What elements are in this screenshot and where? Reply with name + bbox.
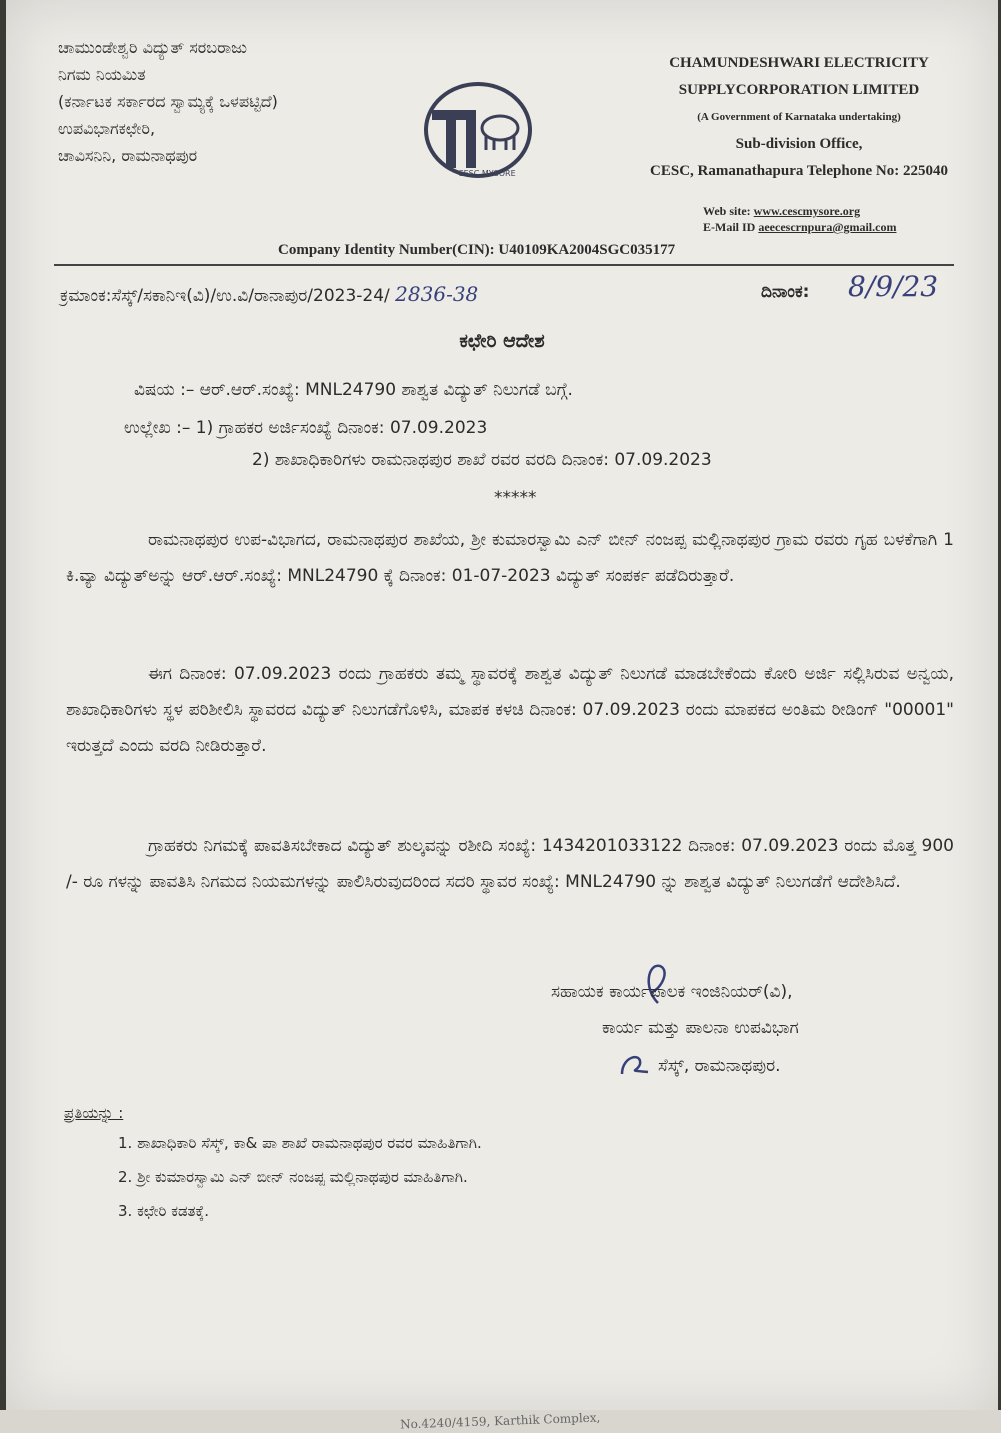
header-left-line: (ಕರ್ನಾಟಕ ಸರ್ಕಾರದ ಸ್ವಾಮ್ಯಕ್ಕೆ ಒಳಪಟ್ಟಿದೆ) [58, 92, 278, 111]
email-link[interactable]: aeecescrnpura@gmail.com [758, 220, 897, 234]
header-divider [54, 264, 954, 266]
email-label: E-Mail ID [703, 220, 759, 234]
copies-item: 1. ಶಾಖಾಧಿಕಾರಿ ಸೆಸ್ಕ್, ಕಾ& ಪಾ ಶಾಖೆ ರಾಮನಾಥಪುರ ರವರ ಮಾಹಿತಿಗಾಗಿ. [118, 1134, 482, 1152]
govt-undertaking: (A Government of Karnataka undertaking) [697, 111, 901, 123]
underlying-page-text: No.4240/4159, Karthik Complex, [399, 1410, 601, 1432]
header-left-line: ಉಪವಿಭಾಗಕಛೇರಿ, [58, 119, 156, 138]
date-label: ದಿನಾಂಕ: [761, 282, 810, 302]
copies-item: 3. ಕಛೇರಿ ಕಡತಕ್ಕೆ. [118, 1202, 210, 1220]
header-right-block [650, 50, 948, 185]
body-paragraph-2: ಈಗ ದಿನಾಂಕ: 07.09.2023 ರಂದು ಗ್ರಾಹಕರು ತಮ್ಮ ಸ್ಥಾವರಕ್ಕೆ ಶಾಶ್ವತ ವಿದ್ಯುತ್ ನಿಲುಗಡೆ ಮಾಡಬೇಕೆಂದು ಕೋರಿ ಅರ್ಜಿ ಸಲ್ಲಿಸಿರುವ ಅನ್ವಯ, ಶಾಖಾಧಿಕಾರಿಗಳು ಸ್ಥಳ ಪರಿಶೀಲಿಸಿ ಸ್ಥಾವರದ ವಿದ್ಯುತ್ ನಿಲುಗಡೆಗೊಳಿಸಿ, ಮಾಪಕ ಕಳಚಿ ದಿನಾಂಕ: 07.09.2023 ರಂದು ಮಾಪಕದ ಅಂತಿಮ ರೀಡಿಂಗ್ "00001" ಇರುತ್ತದೆ ಎಂದು ವರದಿ ನೀಡಿರುತ್ತಾರೆ. [66, 664, 954, 756]
signature-department: ಕಾರ್ಯ ಮತ್ತು ಪಾಲನಾ ಉಪವಿಭಾಗ [602, 1018, 799, 1038]
company-name-line2: SUPPLYCORPORATION LIMITED [678, 82, 920, 98]
cesc-logo [418, 80, 538, 180]
signature-office: ಸೆಸ್ಕ್, ರಾಮನಾಥಪುರ. [658, 1056, 781, 1076]
subject-line: ವಿಷಯ :– ಆರ್.ಆರ್.ಸಂಖ್ಯೆ: MNL24790 ಶಾಶ್ವತ ವಿದ್ಯುತ್ ನಿಲುಗಡೆ ಬಗ್ಗೆ. [134, 380, 573, 400]
office-address-phone: CESC, Ramanathapura Telephone No: 225040 [650, 163, 948, 179]
reference-1: ಉಲ್ಲೇಖ :– 1) ಗ್ರಾಹಕರ ಅರ್ಜಿಸಂಖ್ಯೆ ದಿನಾಂಕ: 07.09.2023 [124, 418, 488, 438]
underlying-page-strip [0, 1410, 1001, 1433]
reference-handwritten: 2836-38 [395, 282, 479, 306]
document-title: ಕಛೇರಿ ಆದೇಶ [459, 330, 545, 352]
header-left-line: ನಿಗಮ ನಿಯಮಿತ [58, 65, 146, 84]
date-handwritten: 8/9/23 [848, 270, 939, 303]
contact-block [703, 203, 896, 235]
body-paragraph-3: ಗ್ರಾಹಕರು ನಿಗಮಕ್ಕೆ ಪಾವತಿಸಬೇಕಾದ ವಿದ್ಯುತ್ ಶುಲ್ಕವನ್ನು ರಶೀದಿ ಸಂಖ್ಯೆ: 1434201033122 ದಿನಾಂಕ: 07.09.2023 ರಂದು ಮೊತ್ತ 900 /- ರೂ ಗಳನ್ನು ಪಾವತಿಸಿ ನಿಗಮದ ನಿಯಮಗಳನ್ನು ಪಾಲಿಸಿರುವುದರಿಂದ ಸದರಿ ಸ್ಥಾವರ ಸಂಖ್ಯೆ: MNL24790 ನ್ನು ಶಾಶ್ವತ ವಿದ್ಯುತ್ ನಿಲುಗಡೆಗೆ ಆದೇಶಿಸಿದೆ. [66, 836, 954, 892]
logo-text: CESC MYSORE [458, 169, 516, 178]
copies-heading: ಪ್ರತಿಯನ್ನು : [64, 1104, 124, 1122]
header-left-line: ಚಾಮುಂಡೇಶ್ವರಿ ವಿದ್ಯುತ್ ಸರಬರಾಜು [58, 38, 248, 57]
body-paragraph-1: ರಾಮನಾಥಪುರ ಉಪ-ವಿಭಾಗದ, ರಾಮನಾಥಪುರ ಶಾಖೆಯ, ಶ್ರೀ ಕುಮಾರಸ್ವಾಮಿ ಎನ್ ಬೀನ್ ನಂಜಪ್ಪ ಮಲ್ಲಿನಾಥಪುರ ಗ್ರಾಮ ರವರು ಗೃಹ ಬಳಕೆಗಾಗಿ 1 ಕಿ.ವ್ಯಾ ವಿದ್ಯುತ್‌ಅನ್ನು ಆರ್.ಆರ್.ಸಂಖ್ಯೆ: MNL24790 ಕ್ಕೆ ದಿನಾಂಕ: 01-07-2023 ವಿದ್ಯುತ್ ಸಂಪರ್ಕ ಪಡೆದಿರುತ್ತಾರೆ. [66, 530, 954, 586]
separator-stars: ***** [494, 488, 537, 508]
website-label: Web site: [703, 204, 754, 218]
company-name-line1: CHAMUNDESHWARI ELECTRICITY [669, 55, 929, 71]
cin-number: Company Identity Number(CIN): U40109KA2004SGC035177 [278, 242, 676, 258]
reference-printed: ಕ್ರಮಾಂಕ:ಸೆಸ್ಕ್/ಸಕಾನಿಇ(ವಿ)/ಉ.ವಿ/ರಾನಾಪುರ/2023-24/ [60, 286, 390, 306]
copies-item: 2. ಶ್ರೀ ಕುಮಾರಸ್ವಾಮಿ ಎನ್ ಬೀನ್ ನಂಜಪ್ಪ ಮಲ್ಲಿನಾಥಪುರ ಮಾಹಿತಿಗಾಗಿ. [118, 1168, 468, 1186]
header-left-line: ಚಾವಿಸನಿನಿ, ರಾಮನಾಥಪುರ [58, 146, 198, 165]
signature-designation: ಸಹಾಯಕ ಕಾರ್ಯಪಾಲಕ ಇಂಜಿನಿಯರ್(ವಿ), [551, 982, 793, 1002]
header-left-block [58, 34, 278, 169]
reference-number [60, 282, 478, 306]
website-link[interactable]: www.cescmysore.org [753, 204, 861, 218]
office-name: Sub-division Office, [735, 136, 863, 152]
document-page [6, 0, 998, 1413]
initials-mark [618, 1050, 654, 1078]
reference-2: 2) ಶಾಖಾಧಿಕಾರಿಗಳು ರಾಮನಾಥಪುರ ಶಾಖೆ ರವರ ವರದಿ ದಿನಾಂಕ: 07.09.2023 [252, 450, 712, 470]
